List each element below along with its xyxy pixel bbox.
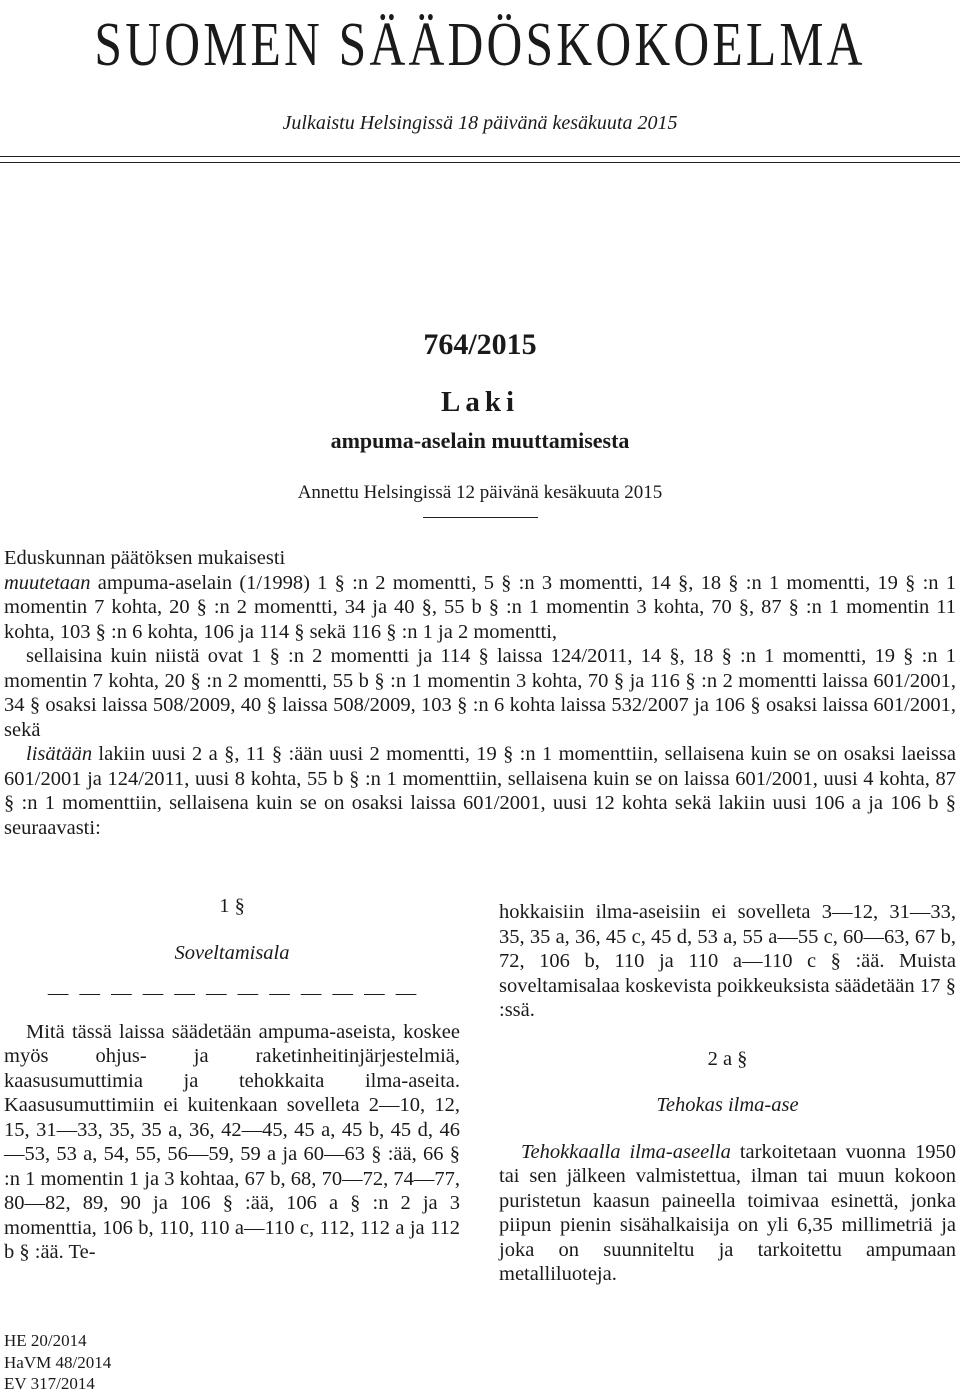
act-number: 764/2015 xyxy=(423,328,537,361)
section-2a-number: 2 a § xyxy=(707,1047,748,1070)
section-1-heading: Soveltamisala xyxy=(174,941,290,964)
definition-text: tarkoitetaan vuonna 1950 tai sen jälkeen valmistettua, ilman tai muun kokoon puristetun kaasun paineella toimivaa esinettä, jonka piipun pienin sisähalkaisija on yli 6,35 millimetriä ja joka on suunniteltu ja tarkoitettu ampumaan metalliluoteja. xyxy=(499,1140,957,1285)
act-given-date: Annettu Helsingissä 12 päivänä kesäkuuta 2015 xyxy=(297,482,663,503)
section-1-number: 1 § xyxy=(219,895,245,917)
masthead-title: SUOMEN SÄÄDÖSKOKOELMA xyxy=(94,11,866,79)
section-2a-heading: Tehokas ilma-ase xyxy=(656,1094,799,1116)
preamble-amend xyxy=(4,571,956,645)
preamble-intro: Eduskunnan päätöksen mukaisesti xyxy=(4,547,286,569)
title-divider xyxy=(423,517,538,518)
preamble xyxy=(4,546,956,840)
reference-havm: HaVM 48/2014 xyxy=(4,1352,112,1372)
amend-keyword: muutetaan xyxy=(4,571,91,594)
act-title: ampuma-aselain muuttamisesta xyxy=(330,428,630,453)
publication-dateline: Julkaistu Helsingissä 18 päivänä kesäkuuta 2015 xyxy=(282,112,678,134)
left-column xyxy=(4,894,460,1265)
omitted-text-marker: — — — — — — — — — — — — xyxy=(47,982,417,1004)
header-rule-bottom xyxy=(0,162,960,163)
add-text: lakiin uusi 2 a §, 11 § :ään uusi 2 momentti, 19 § :n 1 momenttiin, sellaisena kuin se on osaksi laeissa 601/2001 ja 124/2011, uusi 8 kohta, 55 b § :n 1 momenttiin, sellaisena kuin se on laissa 601/2001, uusi 4 kohta, 87 § :n 1 momenttiin, sellaisena kuin se on osaksi laissa 601/2001, uusi 12 kohta sekä lakiin uusi 106 a ja 106 b § seuraavasti: xyxy=(4,743,956,839)
amend-text: ampuma-aselain (1/1998) 1 § :n 2 momentti, 5 § :n 3 momentti, 14 §, 18 § :n 1 momentti, 19 § :n 1 momentin 7 kohta, 20 § :n 2 momentti, 34 ja 40 §, 55 b § :n 1 momentin 3 kohta, 70 §, 87 § :n 1 momentin 11 kohta, 103 § :n 6 kohta, 106 ja 114 § sekä 116 § :n 1 ja 2 momentti, xyxy=(4,571,956,643)
right-column xyxy=(499,900,956,1287)
defined-term: Tehokkaalla ilma-aseella xyxy=(521,1140,731,1163)
reference-he: HE 20/2014 xyxy=(4,1331,87,1350)
section-1-continued: hokkaisiin ilma-aseisiin ei sovelleta 3—12, 31—33, 35, 35 a, 36, 45 c, 45 d, 53 a, 55 a—55 c, 60—63, 67 b, 72, 106 b, 110 ja 110 a—110 c § :ää. Muista soveltamisalaa koskevista poikkeuksista säädetään 17 § :ssä. xyxy=(499,901,956,1021)
reference-ev: EV 317/2014 xyxy=(4,1374,95,1393)
preamble-such: sellaisina kuin niistä ovat 1 § :n 2 momentti ja 114 § laissa 124/2011, 14 §, 18 § :n 1 momentti, 19 § :n 1 momentin 7 kohta, 20 § :n 2 momentti, 55 b § :n 1 momentin 3 kohta, 70 § ja 116 § :n 2 momentti laissa 601/2001, 34 § osaksi laissa 508/2009, 40 § laissa 508/2009, 103 § :n 6 kohta laissa 532/2007 ja 106 § osaksi laissa 601/2001, sekä xyxy=(4,645,956,741)
legislative-references xyxy=(4,1330,111,1395)
header-rule-top xyxy=(0,156,960,157)
section-2a-body xyxy=(499,1140,956,1287)
preamble-add xyxy=(4,742,956,840)
masthead xyxy=(0,2,960,88)
add-keyword: lisätään xyxy=(26,743,93,765)
act-type: Laki xyxy=(440,386,520,418)
section-1-body: Mitä tässä laissa säädetään ampuma-aseista, koskee myös ohjus- ja raketinheitinjärjestelmiä, kaasusumuttimia ja tehokkaita ilma-aseita. Kaasusumuttimiin ei kuitenkaan sovelleta 2—10, 12, 15, 31—33, 35, 35 a, 36, 42—45, 45 a, 45 b, 45 d, 46—53, 53 a, 54, 55, 56—59, 59 a ja 60—63 § :ää, 66 § :n 1 momentin 1 ja 3 kohtaa, 67 b, 68, 70—72, 74—77, 80—82, 89, 90 ja 106 § :ää, 106 a § :n 2 ja 3 momenttia, 106 b, 110, 110 a—110 c, 112, 112 a ja 112 b § :ää. Te- xyxy=(4,1020,460,1263)
